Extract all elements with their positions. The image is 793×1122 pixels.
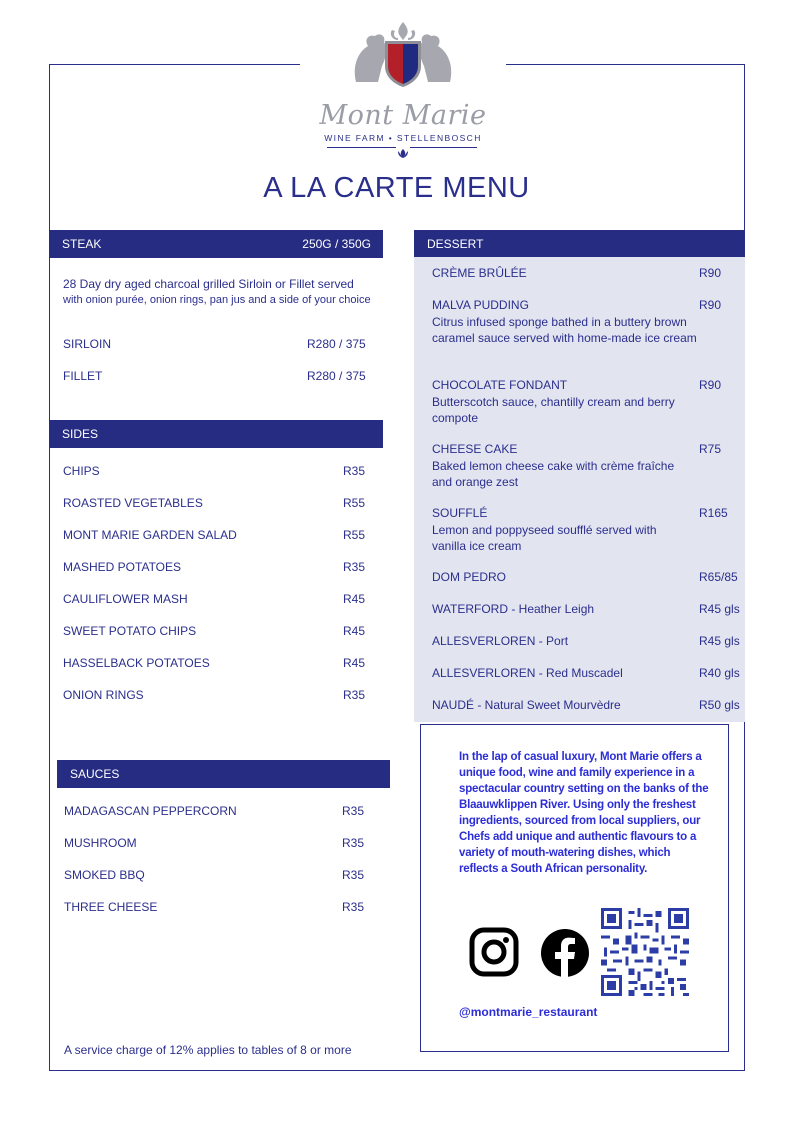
menu-item-description: Butterscotch sauce, chantilly cream and berry compote xyxy=(432,395,675,425)
steak-description-1: 28 Day dry aged charcoal grilled Sirloin or Fillet served xyxy=(63,277,354,291)
menu-item-name: ALLESVERLOREN - Port xyxy=(432,634,569,648)
menu-item-name: MADAGASCAN PEPPERCORN xyxy=(64,804,237,818)
menu-item-price: R45 xyxy=(343,624,366,638)
menu-item-name: CAULIFLOWER MASH xyxy=(63,592,188,606)
steak-size: 250G / 350G xyxy=(302,237,371,251)
menu-item-price: R280 / 375 xyxy=(307,337,366,351)
menu-item-name: DOM PEDRO xyxy=(432,570,507,584)
menu-item-price: R45 gls xyxy=(699,602,740,616)
menu-item-price: R45 gls xyxy=(699,634,740,648)
page-title: A LA CARTE MENU xyxy=(263,172,530,204)
menu-item-name: FILLET xyxy=(63,369,103,383)
menu-item-description: Citrus infused sponge bathed in a buttery brown caramel sauce served with home-made ice cream xyxy=(432,315,697,345)
menu-item-price: R35 xyxy=(343,560,366,574)
menu-item-price: R35 xyxy=(342,836,365,850)
menu-item-price: R35 xyxy=(342,804,365,818)
menu-item-price: R35 xyxy=(343,464,366,478)
menu-item-price: R35 xyxy=(342,868,365,882)
menu-item-name: SWEET POTATO CHIPS xyxy=(63,624,197,638)
menu-item-price: R55 xyxy=(343,496,366,510)
qr-code-icon[interactable] xyxy=(601,908,689,996)
menu-item-description: Baked lemon cheese cake with crème fraîche and orange zest xyxy=(432,459,675,489)
sauces-header xyxy=(57,760,390,788)
fleur-icon xyxy=(396,147,410,161)
menu-item-price: R90 xyxy=(699,378,722,392)
steak-heading: STEAK xyxy=(62,237,102,251)
menu-item-name: ALLESVERLOREN - Red Muscadel xyxy=(432,666,623,680)
menu-item-price: R35 xyxy=(342,900,365,914)
facebook-icon[interactable] xyxy=(541,929,589,977)
about-text: In the lap of casual luxury, Mont Marie offers a unique food, wine and family experience in a spectacular country setting on the banks of the Blaauwklippen River. Using only the freshest ingredients, sourced from local suppliers, our Chefs add unique and authentic flavours to a variety of mouth-watering dishes, which reflects a South African personality. xyxy=(459,751,709,875)
menu-item-name: THREE CHEESE xyxy=(64,900,158,914)
sides-header xyxy=(49,420,383,448)
menu-item-name: ONION RINGS xyxy=(63,688,144,702)
menu-item-price: R45 xyxy=(343,656,366,670)
menu-item-name: SOUFFLÉ xyxy=(432,506,488,520)
service-charge-note: A service charge of 12% applies to tables of 8 or more xyxy=(64,1043,352,1057)
menu-item-name: SMOKED BBQ xyxy=(64,868,145,882)
menu-item-price: R45 xyxy=(343,592,366,606)
menu-item-price: R90 xyxy=(699,266,722,280)
menu-item-description: Lemon and poppyseed soufflé served with vanilla ice cream xyxy=(432,523,657,553)
dessert-heading: DESSERT xyxy=(427,237,484,251)
menu-item-price: R55 xyxy=(343,528,366,542)
sauces-heading: SAUCES xyxy=(70,767,120,781)
menu-item-name: CRÈME BRÛLÉE xyxy=(432,266,527,280)
menu-item-price: R165 xyxy=(699,506,728,520)
menu-item-price: R50 gls xyxy=(699,698,740,712)
menu-item-name: MUSHROOM xyxy=(64,836,137,850)
menu-item-name: MASHED POTATOES xyxy=(63,560,182,574)
menu-item-price: R280 / 375 xyxy=(307,369,366,383)
menu-item-name: HASSELBACK POTATOES xyxy=(63,656,210,670)
tagline: WINE FARM • STELLENBOSCH xyxy=(324,133,482,143)
menu-item-name: SIRLOIN xyxy=(63,337,112,351)
brand-name: Mont Marie xyxy=(319,100,487,131)
crest-icon xyxy=(348,22,458,88)
menu-item-name: CHOCOLATE FONDANT xyxy=(432,378,568,392)
menu-item-name: CHEESE CAKE xyxy=(432,442,518,456)
dessert-header xyxy=(414,230,745,258)
menu-item-name: MALVA PUDDING xyxy=(432,298,529,312)
steak-description-2: with onion purée, onion rings, pan jus and a side of your choice xyxy=(63,294,371,306)
sides-heading: SIDES xyxy=(62,427,99,441)
menu-item-price: R40 gls xyxy=(699,666,740,680)
instagram-handle[interactable]: @montmarie_restaurant xyxy=(459,1005,598,1019)
menu-item-price: R90 xyxy=(699,298,722,312)
about-box xyxy=(420,724,729,1052)
menu-item-name: ROASTED VEGETABLES xyxy=(63,496,203,510)
menu-item-name: CHIPS xyxy=(63,464,100,478)
logo xyxy=(300,22,506,162)
menu-item-price: R65/85 xyxy=(699,570,738,584)
menu-item-name: MONT MARIE GARDEN SALAD xyxy=(63,528,237,542)
steak-header xyxy=(49,230,383,258)
instagram-icon[interactable] xyxy=(469,927,519,977)
menu-item-name: WATERFORD - Heather Leigh xyxy=(432,602,595,616)
menu-item-price: R75 xyxy=(699,442,722,456)
menu-item-name: NAUDÉ - Natural Sweet Mourvèdre xyxy=(432,698,621,712)
menu-item-price: R35 xyxy=(343,688,366,702)
